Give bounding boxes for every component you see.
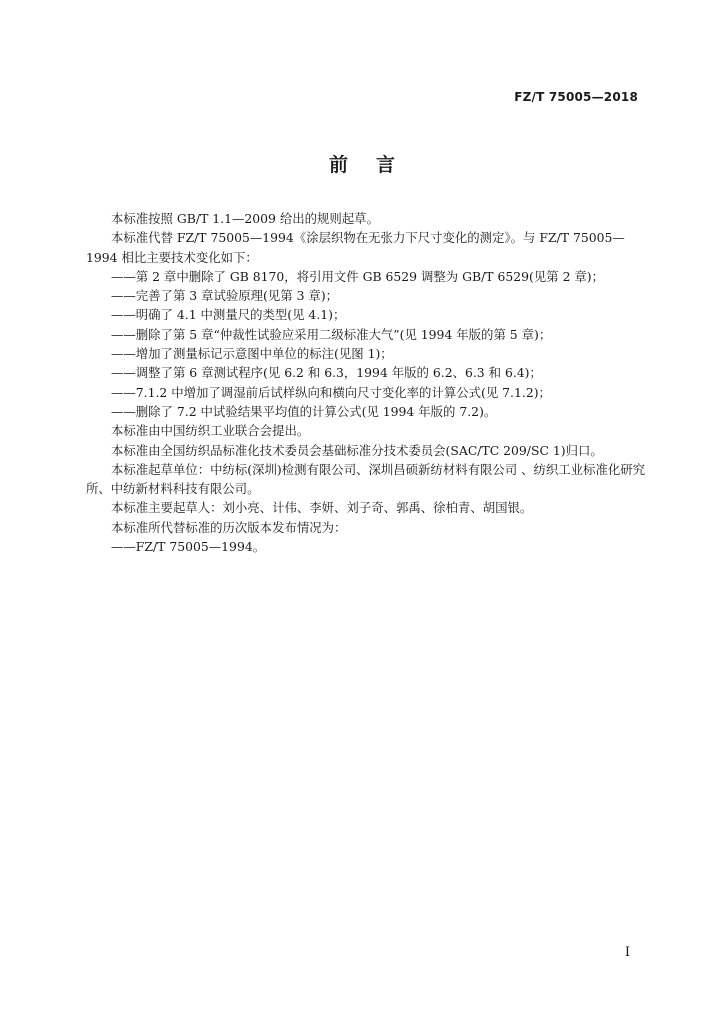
list-item: ——7.1.2 中增加了调湿前后试样纵向和横向尺寸变化率的计算公式(见 7.1.2)； <box>111 384 551 400</box>
paragraph-proposed-by: 本标准由中国纺织工业联合会提出。 <box>111 423 310 439</box>
paragraph-drafting-units: 本标准起草单位：中纺标(深圳)检测有限公司、深圳昌硕新纺材料有限公司 、纺织工业标准化研究所、中纺新材料科技有限公司。 <box>86 461 646 497</box>
list-item: ——调整了第 6 章测试程序(见 6.2 和 6.3，1994 年版的 6.2、6.3 和 6.4)； <box>111 365 542 381</box>
list-item: ——删除了第 5 章“仲裁性试验应采用二级标准大气”(见 1994 年版的第 5 章)； <box>111 326 552 342</box>
paragraph-replaces-standard: 本标准代替 FZ/T 75005—1994《涂层织物在无张力下尺寸变化的测定》。与 FZ/T 75005—1994 相比主要技术变化如下： <box>86 230 625 265</box>
list-item: ——第 2 章中删除了 GB 8170，将引用文件 GB 6529 调整为 GB/T 6529(见第 2 章)； <box>111 268 605 284</box>
standard-number: FZ/T 75005—2018 <box>514 90 638 104</box>
technical-changes-list <box>86 267 654 421</box>
list-item: ——删除了 7.2 中试验结果平均值的计算公式(见 1994 年版的 7.2)。 <box>111 403 497 419</box>
list-item: ——明确了 4.1 中测量尺的类型(见 4.1)； <box>111 307 346 323</box>
history-list <box>86 537 654 556</box>
page-title: 前言 <box>328 154 423 176</box>
paragraph-drafters: 本标准主要起草人：刘小亮、计伟、李妍、刘子奇、郭禹、徐柏青、胡国银。 <box>111 500 533 516</box>
page-number: I <box>624 945 630 960</box>
list-item: ——FZ/T 75005—1994。 <box>111 539 266 555</box>
paragraph-version-history: 本标准所代替标准的历次版本发布情况为： <box>111 519 347 535</box>
paragraph-drafting-rules: 本标准按照 GB/T 1.1—2009 给出的规则起草。 <box>111 211 379 226</box>
list-item: ——完善了第 3 章试验原理(见第 3 章)； <box>111 288 339 304</box>
paragraph-technical-committee: 本标准由全国纺织品标准化技术委员会基础标准分技术委员会(SAC/TC 209/SC 1)归口。 <box>111 442 603 458</box>
foreword-body <box>86 209 654 556</box>
list-item: ——增加了测量标记示意图中单位的标注(见图 1)； <box>111 346 393 362</box>
